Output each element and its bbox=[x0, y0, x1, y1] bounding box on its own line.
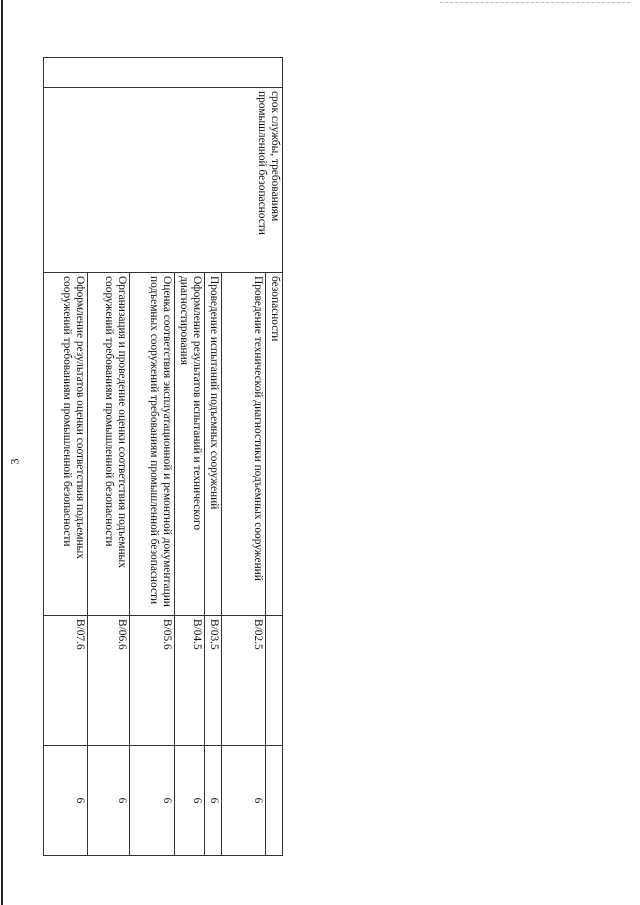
level-cell: 6 bbox=[44, 746, 88, 856]
level-cell: 6 bbox=[222, 746, 266, 856]
empty-cell bbox=[44, 58, 283, 88]
level-cell bbox=[266, 746, 283, 856]
labor-function-cell: Проведение технической диагностики подъемных сооружений bbox=[222, 273, 266, 616]
labor-function-cell: Проведение испытаний подъемных сооружений bbox=[205, 273, 222, 616]
code-cell: B/05.6 bbox=[130, 616, 175, 746]
code-cell: B/06.6 bbox=[88, 616, 130, 746]
code-cell bbox=[266, 616, 283, 746]
level-cell: 6 bbox=[130, 746, 175, 856]
labor-function-cell: Оценка соответствия эксплуатационной и ремонтной документации подъемных сооружений требованиям промышленной безопасности bbox=[130, 273, 175, 616]
page-number: 3 bbox=[7, 458, 22, 465]
page-edge-line bbox=[1, 0, 3, 905]
labor-function-cell: Организация и проведение оценки соответствия подъемных сооружений требованиям промышленной безопасности bbox=[88, 273, 130, 616]
code-cell: B/04.5 bbox=[175, 616, 205, 746]
code-cell: B/02.5 bbox=[222, 616, 266, 746]
labor-function-cell: Оформление результатов испытаний и технического диагностирования bbox=[175, 273, 205, 616]
code-cell: B/03.5 bbox=[205, 616, 222, 746]
level-cell: 6 bbox=[88, 746, 130, 856]
scan-edge-line bbox=[440, 2, 630, 3]
labor-function-cell: безопасности bbox=[266, 273, 283, 616]
labor-function-cell: Оформление результатов оценки соответствия подъемных сооружений требованиям промышленной безопасности bbox=[44, 273, 88, 616]
qualification-requirement-cell: срок службы, требованиям промышленной безопасности bbox=[44, 88, 283, 273]
level-cell: 6 bbox=[205, 746, 222, 856]
qualification-table bbox=[43, 57, 283, 856]
rotated-table-frame bbox=[56, 57, 283, 855]
table-row bbox=[266, 58, 283, 856]
level-cell: 6 bbox=[175, 746, 205, 856]
code-cell: B/07.6 bbox=[44, 616, 88, 746]
